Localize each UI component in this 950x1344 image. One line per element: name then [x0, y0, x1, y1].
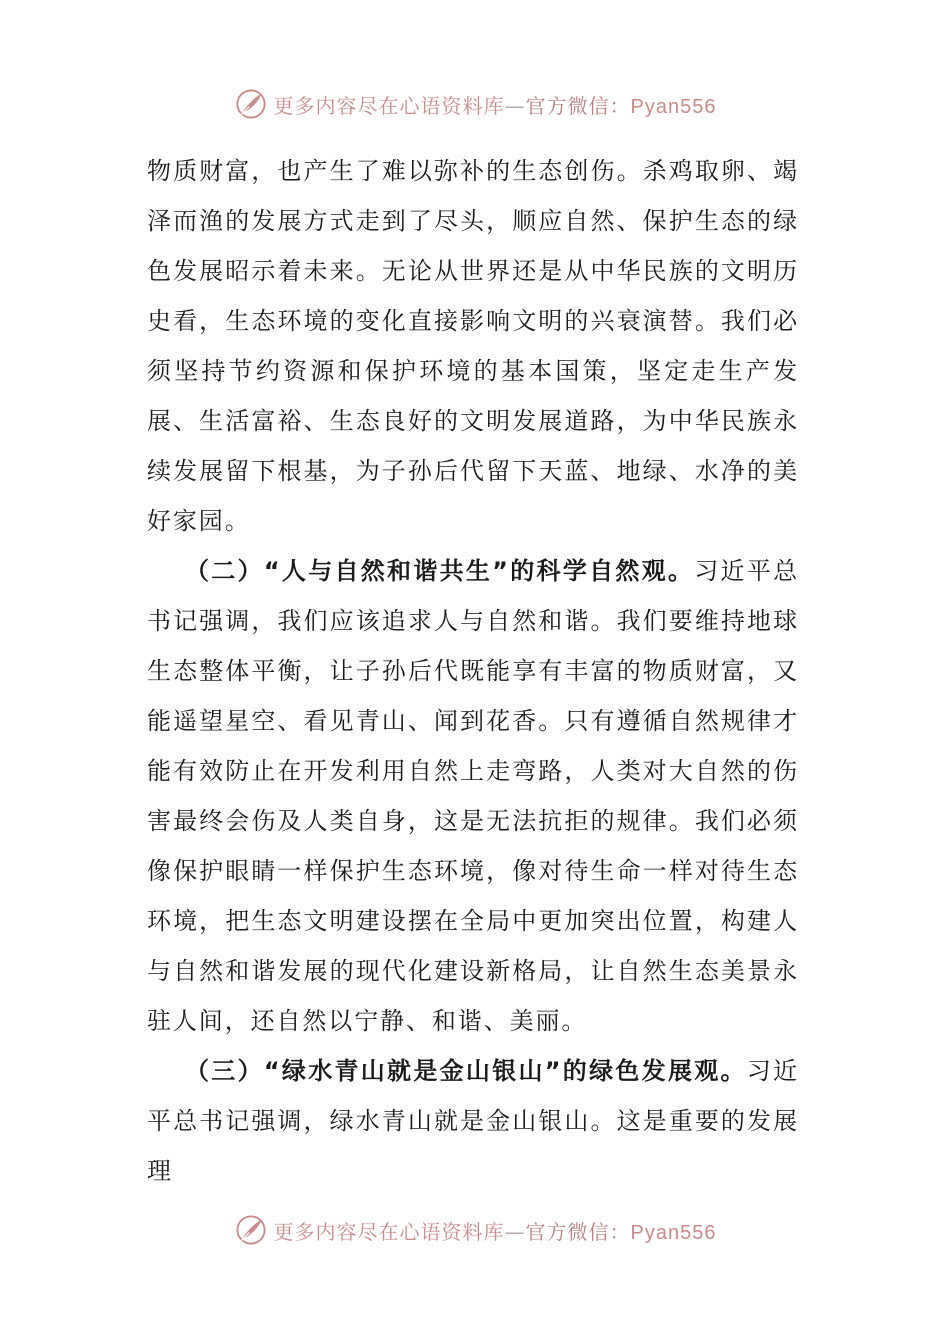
- watermark-site: 更多内容尽在心语资料库: [273, 93, 505, 118]
- watermark-site: 更多内容尽在心语资料库: [273, 1219, 505, 1244]
- paragraph-2: [147, 546, 799, 1046]
- footer-watermark: [0, 1210, 950, 1250]
- paragraph-2-heading: （二）“人与自然和谐共生”的科学自然观。: [185, 557, 695, 585]
- header-watermark: [0, 84, 950, 124]
- feather-pen-icon: [234, 87, 268, 121]
- paragraph-1-body: 物质财富，也产生了难以弥补的生态创伤。杀鸡取卵、竭泽而渔的发展方式走到了尽头，顺应自然、保护生态的绿色发展昭示着未来。无论从世界还是从中华民族的文明历史看，生态环境的变化直接影响文明的兴衰演替。我们必须坚持节约资源和保护环境的基本国策，坚定走生产发展、生活富裕、生态良好的文明发展道路，为中华民族永续发展留下根基，为子孙后代留下天蓝、地绿、水净的美好家园。: [147, 157, 799, 535]
- watermark-wechat-label: 官方微信：: [525, 1219, 631, 1244]
- watermark-separator: —: [504, 1219, 526, 1244]
- feather-pen-icon: [234, 1213, 268, 1247]
- paragraph-3: [147, 1046, 799, 1196]
- watermark-wechat-label: 官方微信：: [525, 93, 631, 118]
- watermark-wechat-id: Pyan556: [630, 1221, 717, 1244]
- watermark-wechat-id: Pyan556: [630, 95, 717, 118]
- paragraph-3-heading: （三）“绿水青山就是金山银山”的绿色发展观。: [185, 1057, 747, 1085]
- paragraph-3-body: 习近平总书记强调，绿水青山就是金山银山。这是重要的发展理: [147, 1057, 799, 1185]
- paragraph-2-body: 习近平总书记强调，我们应该追求人与自然和谐。我们要维持地球生态整体平衡，让子孙后代既能享有丰富的物质财富，又能遥望星空、看见青山、闻到花香。只有遵循自然规律才能有效防止在开发利用自然上走弯路，人类对大自然的伤害最终会伤及人类自身，这是无法抗拒的规律。我们必须像保护眼睛一样保护生态环境，像对待生命一样对待生态环境，把生态文明建设摆在全局中更加突出位置，构建人与自然和谐发展的现代化建设新格局，让自然生态美景永驻人间，还自然以宁静、和谐、美丽。: [147, 557, 800, 1035]
- paragraph-1: [147, 146, 799, 546]
- watermark-separator: —: [504, 93, 526, 118]
- document-body: [147, 146, 799, 1196]
